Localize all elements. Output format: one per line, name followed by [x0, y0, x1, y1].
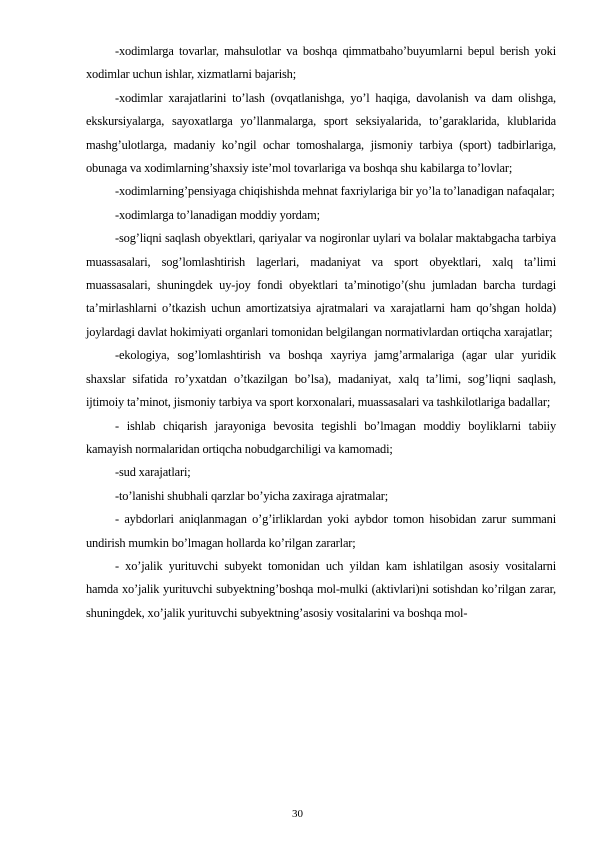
page-number: 30 — [292, 808, 303, 820]
paragraph: - ishlab chiqarish jarayoniga bevosita tegishli bo’lmagan moddiy boyliklarni tabiiy kamayish normalaridan ortiqcha nobudgarchiligi va kamomadi; — [86, 418, 556, 456]
paragraph: - aybdorlari aniqlanmagan o’g’irliklardan yoki aybdor tomon hisobidan zarur summani undirish mumkin bo’lmagan hollarda ko’rilgan zararlar; — [86, 512, 556, 550]
paragraph: -xodimlarga to’lanadigan moddiy yordam; — [115, 207, 320, 222]
paragraph: -xodimlarga tovarlar, mahsulotlar va boshqa qimmatbaho’buyumlarni bepul berish yoki xodimlar uchun ishlar, xizmatlarni bajarish; — [86, 44, 556, 82]
paragraph: -sog’liqni saqlash obyektlari, qariyalar va nogironlar uylari va bolalar maktabgacha tarbiya muassasalari, sog’lomlashtirish lagerlari, madaniyat va sport obyektlari, xalq ta’limi muassasalari, shuningdek uy-joy fondi obyektlari ta’minotigo’(shu jumladan barcha turdagi ta’mirlashlarni o’tkazish uchun amortizatsiya ajratmalari va xarajatlarni ham qo’shgan holda) joylardagi davlat hokimiyati organlari tomonidan belgilangan normativlardan ortiqcha xarajatlar; — [86, 231, 556, 339]
body-text — [86, 40, 556, 625]
paragraph: -ekologiya, sog’lomlashtirish va boshqa xayriya jamg’armalariga (agar ular yuridik shaxslar sifatida ro’yxatdan o’tkazilgan bo’lsa), madaniyat, xalq ta’limi, sog’liqni saqlash, ijtimoiy ta’minot, jismoniy tarbiya va sport korxonalari, muassasalari va tashkilotlariga badallar; — [86, 348, 556, 410]
paragraph: -to’lanishi shubhali qarzlar bo’yicha zaxiraga ajratmalar; — [115, 488, 389, 503]
paragraph: -sud xarajatlari; — [115, 465, 191, 480]
paragraph: - xo’jalik yurituvchi subyekt tomonidan uch yildan kam ishlatilgan asosiy vositalarni hamda xo’jalik yurituvchi subyektning’boshqa mol-mulki (aktivlari)ni sotishdan ko’rilgan zarar, shuningdek, xo’jalik yurituvchi subyektning’asosiy vositalarini va boshqa mol- — [86, 558, 556, 620]
paragraph: -xodimlarning’pensiyaga chiqishishda mehnat faxriylariga bir yo’la to’lanadigan nafaqalar; — [115, 184, 555, 199]
paragraph: -xodimlar xarajatlarini to’lash (ovqatlanishga, yo’l haqiga, davolanish va dam olishga, ekskursiyalarga, sayoxatlarga yo’llanmalarga, sport seksiyalarida, to’garaklarida, klublarida mashg’ulotlarga, madaniy ko’ngil ochar tomoshalarga, jismoniy tarbiya (sport) tadbirlariga, obunaga va xodimlarning’shaxsiy iste’mol tovarlariga va boshqa shu kabilarga to’lovlar; — [86, 90, 556, 176]
